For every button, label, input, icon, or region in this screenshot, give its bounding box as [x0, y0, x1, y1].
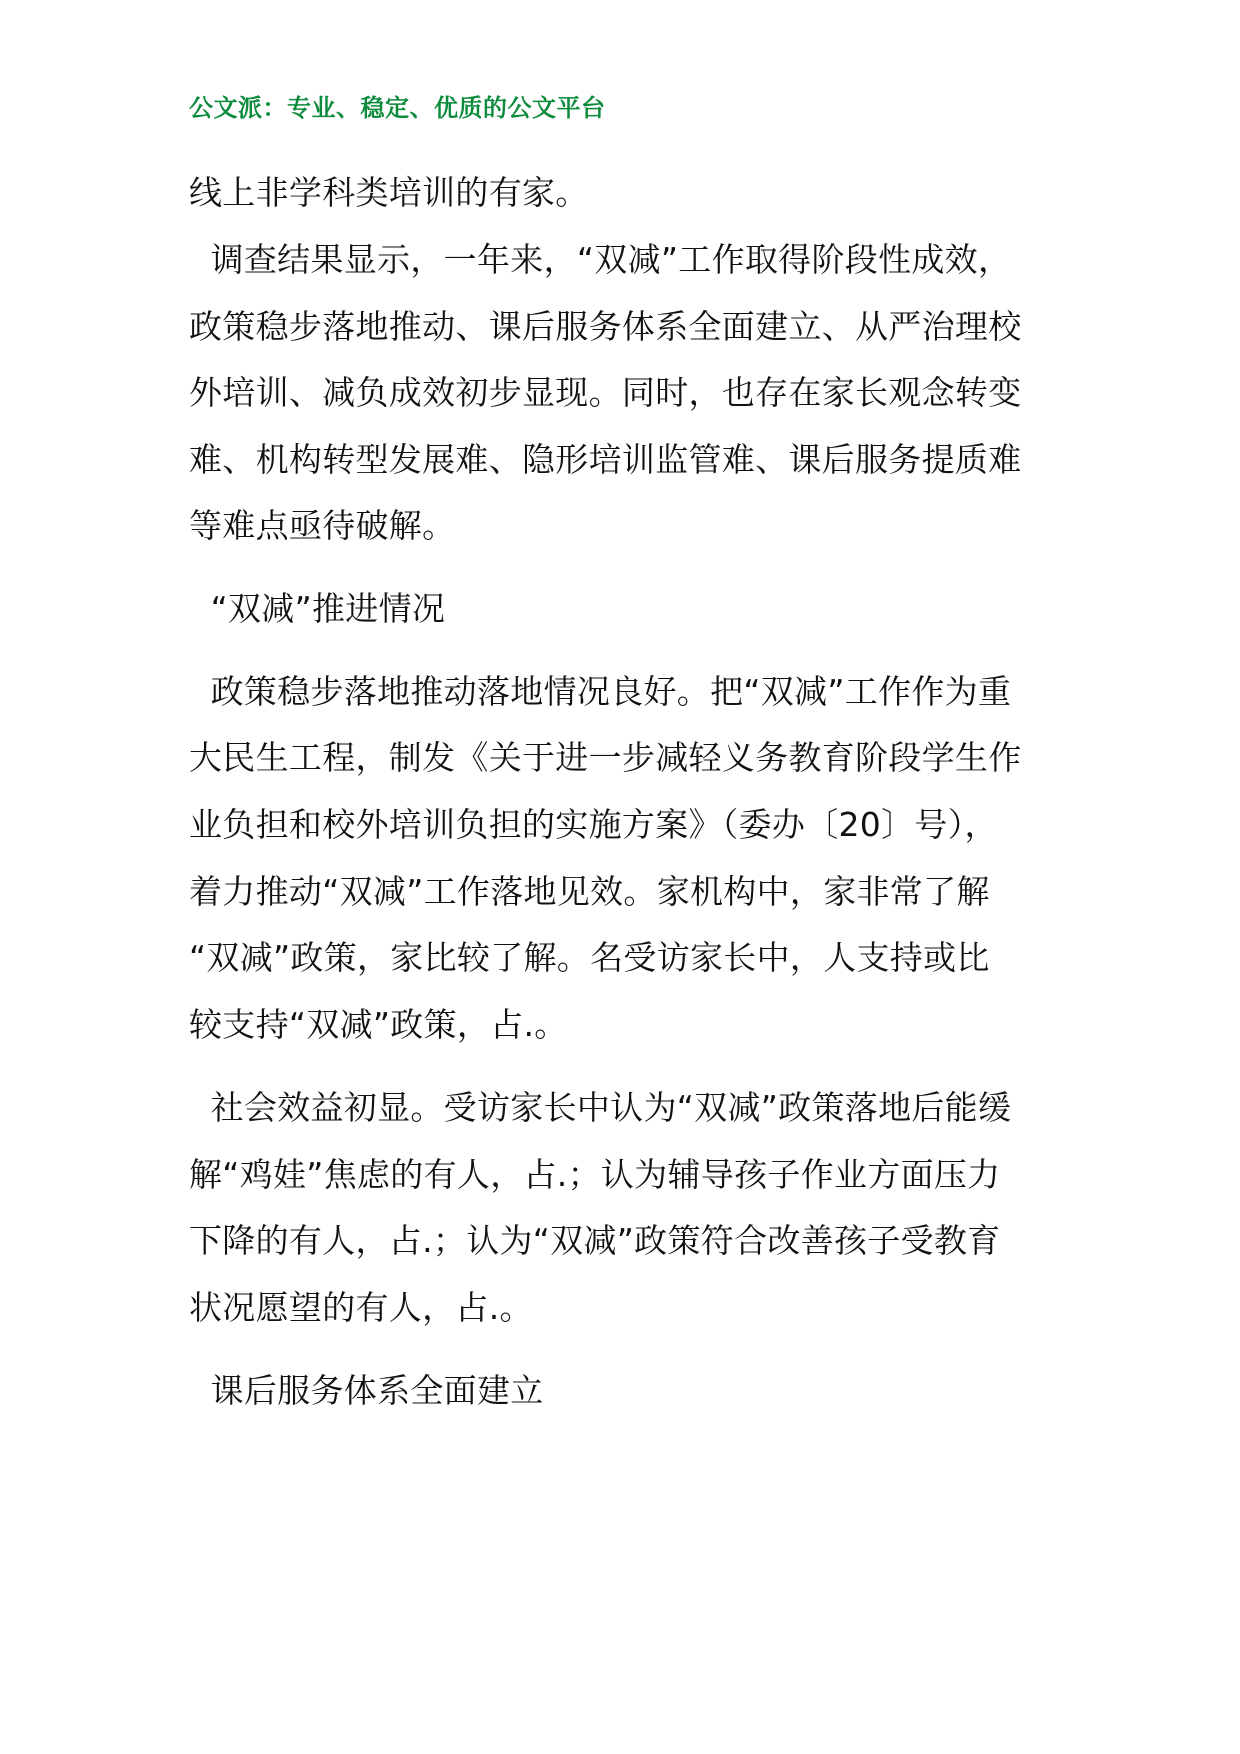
text-line: 业负担和校外培训负担的实施方案》（委办〔20〕号），	[189, 805, 998, 844]
text-line: 等难点亟待破解。	[189, 506, 456, 545]
header-banner: 公文派：专业、稳定、优质的公文平台	[189, 94, 606, 122]
text-line: 政策稳步落地推动、课后服务体系全面建立、从严治理校	[189, 307, 1022, 346]
text-line: 社会效益初显。受访家长中认为“双减”政策落地后能缓	[189, 1088, 1012, 1127]
text-line: 较支持“双减”政策，占.。	[189, 1005, 568, 1044]
text-line: 政策稳步落地推动落地情况良好。把“双减”工作作为重	[189, 672, 1012, 711]
text-line: “双减”政策，家比较了解。名受访家长中，人支持或比	[189, 938, 990, 977]
text-line: 外培训、减负成效初步显现。同时，也存在家长观念转变	[189, 373, 1022, 412]
text-line: 线上非学科类培训的有家。	[189, 173, 589, 212]
section-heading: 课后服务体系全面建立	[189, 1371, 544, 1410]
text-line: 下降的有人，占.；认为“双减”政策符合改善孩子受教育	[189, 1221, 1001, 1260]
text-line: 调查结果显示，一年来，“双减”工作取得阶段性成效，	[189, 240, 1012, 279]
text-line: 着力推动“双减”工作落地见效。家机构中，家非常了解	[189, 872, 990, 911]
text-line: 难、机构转型发展难、隐形培训监管难、课后服务提质难	[189, 440, 1022, 479]
text-line: 大民生工程，制发《关于进一步减轻义务教育阶段学生作	[189, 738, 1022, 777]
text-line: 状况愿望的有人，占.。	[189, 1288, 533, 1327]
text-line: 解“鸡娃”焦虑的有人，占.；认为辅导孩子作业方面压力	[189, 1155, 1001, 1194]
section-heading: “双减”推进情况	[189, 589, 446, 628]
